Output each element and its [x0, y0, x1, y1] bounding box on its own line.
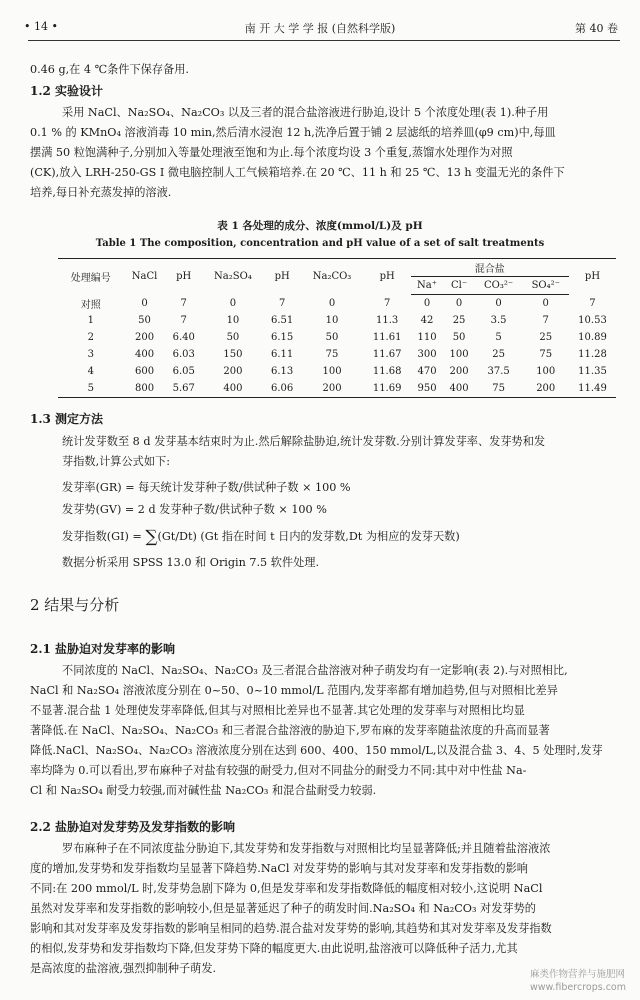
table-cell-na2so4: 0: [229, 297, 237, 309]
table-cell-cl: 25: [452, 315, 466, 326]
sec21-line: Cl 和 Na₂SO₄ 耐受力较强,而对碱性盐 Na₂CO₃ 和混合盐耐受力较弱.: [30, 784, 377, 797]
table-row: [58, 380, 616, 398]
table-cell-ph2: 6.11: [271, 349, 294, 360]
table-row: [58, 295, 616, 313]
sec22-line: 虽然对发芽率和发芽指数的影响较小,但是显著延迟了种子的萌发时间.Na₂SO₄ 和 Na₂CO₃ 对发芽势的: [30, 902, 536, 915]
table-cell-ph2: 6.06: [264, 380, 301, 398]
table-cell-cl: 400: [443, 380, 474, 398]
col-header-na: Na⁺: [411, 277, 444, 295]
section-heading-1-2: 1.2 实验设计: [30, 84, 104, 98]
sec12-line: 摆满 50 粒饱满种子,分别加入等量处理液至饱和为止.每个浓度均设 3 个重复,蒸馏水处理作为对照: [30, 146, 513, 159]
table-cell-id: 2: [87, 332, 94, 343]
site-watermark: [530, 968, 626, 994]
table-cell-na2co3: 200: [300, 380, 363, 398]
table-cell-na: 470: [417, 366, 437, 377]
col-header-ph: pH: [165, 259, 202, 295]
sec22-line: 罗布麻种子在不同浓度盐分胁迫下,其发芽势和发芽指数与对照相比均呈显著降低;并且随着盐溶液浓: [62, 842, 551, 855]
sec22-line: 度的增加,发芽势和发芽指数均呈显著下降趋势.NaCl 对发芽势的影响与其对发芽率和发芽指数的影响: [30, 862, 528, 875]
volume-label: 第 40 卷: [575, 22, 618, 35]
table-cell-so4: 25: [539, 332, 553, 343]
sec12-line: 0.1 % 的 KMnO₄ 溶液消毒 10 min,然后清水浸泡 12 h,洗净后置于铺 2 层滤纸的培养皿(φ9 cm)中,每皿: [30, 126, 556, 139]
sec22-line: 影响和其对发芽率及发芽指数的影响呈相同的趋势.混合盐对发芽势的影响,其趋势和其对发芽率及发芽指数: [30, 922, 552, 935]
table-cell-na: 950: [411, 380, 444, 398]
table-cell-ph3: 7: [383, 297, 391, 309]
col-header-ph: pH: [569, 259, 616, 295]
table-cell-ph3: 11.3: [376, 315, 399, 326]
table-cell-ph4: 7: [589, 297, 596, 309]
table-cell-id: 对照: [80, 299, 101, 311]
table-row: [58, 363, 616, 380]
sec21-line: 不显著.混合盐 1 处理使发芽率降低,但其与对照相比差异也不显著.其它处理的发芽率与对照相比均显: [30, 704, 525, 717]
table-cell-ph2: 6.15: [271, 332, 294, 343]
table-cell-na: 0: [423, 298, 431, 309]
sec21-line: 降低.NaCl、Na₂SO₄、Na₂CO₃ 溶液浓度分别在达到 600、400、150 mmol/L,以及混合盐 3、4、5 处理时,发芽: [30, 744, 603, 757]
table-cell-ph1: 7: [180, 297, 187, 309]
col-header-co3: CO₃²⁻: [475, 277, 523, 295]
table-cell-so4: 75: [539, 349, 553, 360]
table-cell-ph1: 6.05: [172, 366, 195, 377]
software-line: 数据分析采用 SPSS 13.0 和 Origin 7.5 软件处理.: [62, 556, 320, 569]
table-cell-ph2: 6.51: [271, 315, 294, 326]
table-cell-ph3: 11.61: [372, 332, 402, 343]
table-cell-na2co3: 75: [325, 349, 339, 360]
sec12-line: 采用 NaCl、Na₂SO₄、Na₂CO₃ 以及三者的混合盐溶液进行胁迫,设计 5 个浓度处理(表 1).种子用: [62, 106, 549, 119]
table-cell-nacl: 600: [134, 366, 155, 377]
sec21-line: 著降低.在 NaCl、Na₂SO₄、Na₂CO₃ 和三者混合盐溶液的胁迫下,罗布麻的发芽率随盐浓度的升高而显著: [30, 724, 550, 737]
table-cell-co3: 75: [475, 380, 523, 398]
table-cell-id: 5: [58, 380, 124, 398]
table-cell-ph2: 7: [278, 297, 286, 309]
sec12-line: 培养,每日补充蒸发掉的溶液.: [30, 186, 172, 199]
table-cell-id: 4: [87, 366, 94, 377]
table-cell-co3: 5: [495, 332, 502, 343]
sec21-line: NaCl 和 Na₂SO₄ 溶液浓度分别在 0~50、0~10 mmol/L 范围内,发芽率都有增加趋势,但与对照相比差异: [30, 684, 558, 697]
sec13-line: 芽指数,计算公式如下:: [62, 455, 171, 468]
table-caption-cn: 表 1 各处理的成分、浓度(mmol/L)及 pH: [217, 220, 423, 232]
table-cell-na2so4: 200: [223, 366, 243, 377]
sec21-line: 率均降为 0.可以看出,罗布麻种子对盐有较强的耐受力,但对不同盐分的耐受力不同:其中对中性盐 Na-: [30, 764, 527, 777]
formula-gv: 发芽势(GV) = 2 d 发芽种子数/供试种子数 × 100 %: [62, 503, 327, 516]
sec12-line: (CK),放入 LRH-250-GS Ⅰ 微电脑控制人工气候箱培养.在 20 ℃、11 h 和 25 ℃、13 h 变温无光的条件下: [30, 166, 565, 179]
table-cell-na2so4: 400: [202, 380, 264, 398]
table-cell-so4: 7: [542, 315, 549, 326]
table-cell-so4: 200: [523, 380, 569, 398]
table-cell-so4: 0: [542, 298, 549, 309]
table-cell-na2so4: 10: [226, 315, 240, 326]
table-row: [58, 312, 616, 329]
table-cell-ph1: 6.03: [172, 349, 195, 360]
table-cell-ph2: 6.13: [271, 366, 294, 377]
col-header-nacl: NaCl: [124, 259, 166, 295]
table-cell-cl: 0: [455, 298, 463, 309]
watermark-line: 麻类作物营养与施肥网: [529, 969, 625, 980]
formula-gi-body: (Gt/Dt) (Gt 指在时间 t 日内的发芽数,Dt 为相应的发芽天数): [157, 530, 460, 543]
table-cell-cl: 50: [452, 332, 466, 343]
table-cell-na: 110: [417, 332, 437, 343]
table-cell-co3: 0: [495, 298, 502, 309]
table-cell-nacl: 200: [134, 332, 155, 343]
page-number: • 14 •: [24, 20, 58, 33]
table-cell-na: 42: [420, 315, 434, 326]
col-header-cl: Cl⁻: [443, 277, 474, 295]
table-cell-id: 1: [87, 315, 94, 326]
table-cell-cl: 200: [449, 366, 469, 377]
table-cell-na2so4: 150: [223, 349, 243, 360]
table-cell-ph4: 11.35: [578, 366, 607, 377]
sum-symbol: ∑: [145, 527, 158, 547]
sec22-line: 的相似,发芽势和发芽指数均下降,但发芽势下降的幅度更大.由此说明,盐溶液可以降低种子活力,尤其: [30, 942, 518, 955]
table-cell-cl: 100: [449, 349, 469, 360]
col-header-ph: pH: [264, 259, 301, 295]
table-cell-co3: 3.5: [490, 315, 507, 326]
table-cell-ph4: 10.89: [578, 332, 607, 343]
table-cell-co3: 25: [492, 349, 505, 360]
table-cell-ph1: 6.40: [172, 332, 195, 343]
col-header-na2co3: Na₂CO₃: [300, 259, 363, 295]
sec13-line: 统计发芽数至 8 d 发芽基本结束时为止.然后解除盐胁迫,统计发芽数.分别计算发芽率、发芽势和发: [62, 435, 546, 448]
table-row: [58, 329, 616, 346]
col-header-na2so4: Na₂SO₄: [202, 259, 264, 295]
formula-gi-label: 发芽指数(GI) =: [62, 530, 146, 543]
col-header-mixed: 混合盐: [411, 259, 569, 277]
table-cell-na2co3: 100: [322, 366, 342, 377]
table-cell-ph3: 11.67: [372, 349, 402, 360]
table-cell-ph1: 5.67: [165, 380, 202, 398]
col-header-ph: pH: [364, 259, 411, 295]
table-row: [58, 346, 616, 363]
table-cell-co3: 37.5: [487, 366, 510, 377]
table-cell-ph3: 11.68: [372, 366, 402, 377]
sec22-line: 是高浓度的盐溶液,强烈抑制种子萌发.: [30, 962, 217, 975]
table-cell-na2co3: 50: [325, 332, 339, 343]
table-cell-na2co3: 10: [325, 315, 339, 326]
section-heading-2-2: 2.2 盐胁迫对发芽势及发芽指数的影响: [30, 820, 236, 834]
table-caption-en: Table 1 The composition, concentration and pH value of a set of salt treatments: [95, 238, 545, 249]
table-cell-nacl: 800: [124, 380, 166, 398]
formula-gr: 发芽率(GR) = 每天统计发芽种子数/供试种子数 × 100 %: [62, 481, 351, 494]
section-heading-2-1: 2.1 盐胁迫对发芽率的影响: [30, 642, 176, 656]
table-cell-ph4: 11.49: [569, 380, 616, 398]
sec21-line: 不同浓度的 NaCl、Na₂SO₄、Na₂CO₃ 及三者混合盐溶液对种子萌发均有一定影响(表 2).与对照相比,: [62, 664, 568, 677]
table-cell-na2so4: 50: [226, 332, 240, 343]
table-cell-na: 300: [417, 349, 437, 360]
table-cell-ph1: 7: [180, 315, 187, 326]
table-cell-ph3: 11.69: [364, 380, 411, 398]
section-heading-1-3: 1.3 测定方法: [30, 412, 104, 426]
table-cell-nacl: 0: [141, 297, 148, 309]
intro-line: 0.46 g,在 4 ℃条件下保存备用.: [30, 63, 189, 76]
journal-name: 南 开 大 学 学 报 (自然科学版): [244, 22, 396, 35]
sec22-line: 不同:在 200 mmol/L 时,发芽势急剧下降为 0,但是发芽率和发芽指数降低的幅度相对较小,这说明 NaCl: [30, 882, 543, 895]
col-header-so4: SO₄²⁻: [523, 277, 569, 295]
table-cell-ph4: 10.53: [578, 315, 607, 326]
watermark-line: www.fibercrops.com: [529, 982, 626, 993]
header-rule: [28, 40, 620, 41]
table-cell-ph4: 11.28: [578, 349, 607, 360]
col-header-id: 处理编号: [58, 259, 124, 295]
salt-treatment-table: [58, 258, 616, 398]
running-header: [18, 18, 622, 38]
section-heading-2: 2 结果与分析: [30, 596, 120, 614]
table-cell-nacl: 50: [138, 315, 151, 326]
table-cell-id: 3: [87, 349, 94, 360]
table-cell-nacl: 400: [134, 349, 155, 360]
table-cell-so4: 100: [536, 366, 556, 377]
table-body: [58, 295, 616, 398]
formula-gi: [62, 527, 460, 547]
table-cell-na2co3: 0: [328, 297, 336, 309]
